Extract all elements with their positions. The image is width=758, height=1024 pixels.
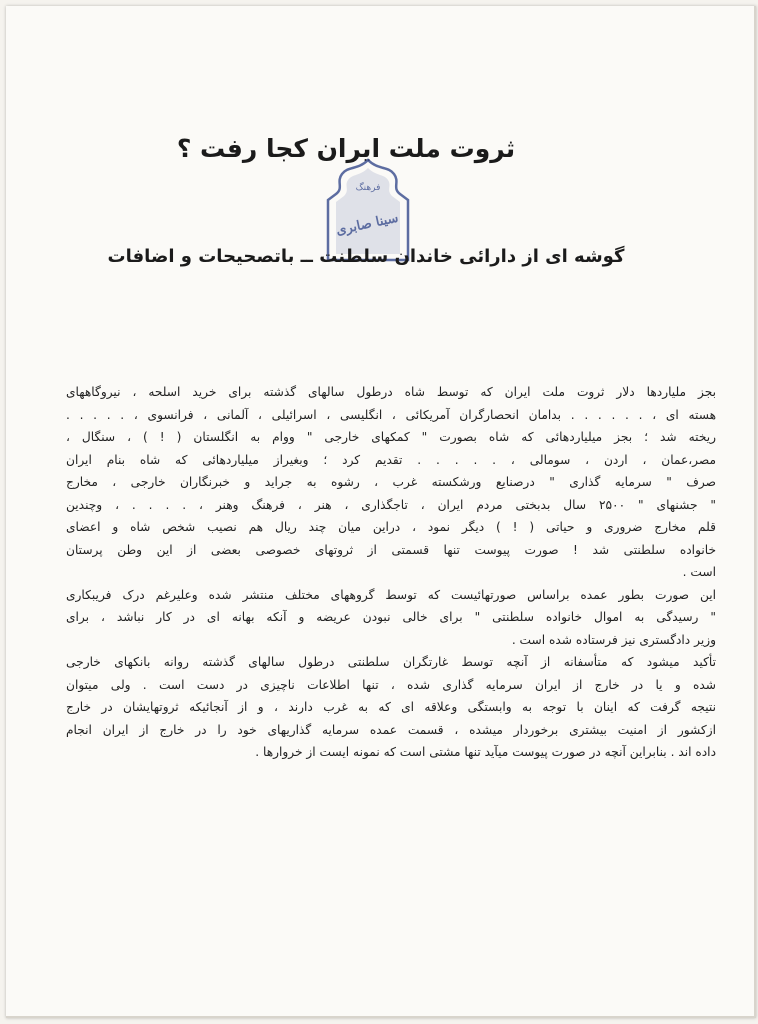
body-line: ازکشور از امنیت بیشتری برخوردار میشده ، قسمت عمده سرمایه گذاریهای خود را در خارج از ایران انجام (66, 722, 716, 737)
stamp-main-text: سینا صابری (334, 210, 400, 239)
body-line: داده اند . بنابراین آنچه در صورت پیوست میآید تنها مشتی است که نمونه ایست از خروارها . (255, 745, 716, 759)
document-subtitle: گوشه ای از دارائی خاندان سلطنت ــ باتصحیحات و اضافات (107, 246, 625, 267)
body-line: بجز ملیاردها دلار ثروت ملت ایران که توسط شاه درطول سالهای گذشته برای خرید اسلحه ، نیروگاههای (66, 385, 716, 399)
body-line: تأکید میشود که متأسفانه از آنچه توسط غارتگران سلطنتی درطول سالهای گذشته روانه بانکهای خارجی (66, 655, 716, 669)
body-line: است . (682, 565, 716, 579)
document-page (6, 6, 756, 1018)
body-line: قلم مخارج ضروری و حیاتی ( ! ) دیگر نمود ، دراین میان چند ریال هم نصیب شخص شاه و اعضای (66, 520, 716, 534)
stamp-top-text: فرهنگ (355, 183, 381, 193)
body-paragraphs (66, 381, 716, 764)
document-title: ثروت ملت ایران کجا رفت ؟ (176, 134, 516, 163)
body-line: این صورت بطور عمده براساس صورتهائیست که توسط گروههای مختلف منتشر شده وعلیرغم درک فریبکاری (66, 587, 716, 602)
body-line: هسته ای ، . . . . . . بدامان انحصارگران آمریکائی ، انگلیسی ، اسرائیلی ، آلمانی ، فرانسوی ، . . . . . (66, 407, 716, 422)
body-line: شده و یا در خارج از ایران سرمایه گذاری شده ، تنها اطلاعات ناچیزی در دست است . ولی میتوان (66, 677, 716, 692)
body-line: ریخته شد ؛ بجز میلیاردهائی که شاه بصورت " کمکهای خارجی " ووام به انگلستان ( ! ) ، سنگال ، (66, 430, 716, 444)
body-line: خانواده سلطنتی شد ! صورت پیوست تنها قسمتی از ثروتهای خصوصی بعضی از این وطن پرستان (66, 542, 716, 557)
body-line: وزیر دادگستری نیز فرستاده شده است . (511, 632, 716, 647)
body-line: " جشنهای " ۲۵۰۰ سال بدبختی مردم ایران ، تاجگذاری ، هنر ، فرهنگ وهنر ، . . . . ، وچندین (66, 497, 716, 512)
body-line: نتیجه گرفت که اینان با توجه به وابستگی وعلاقه ای که به غرب دارند ، و از آنجائیکه ثروتهایشان در خارج (66, 700, 716, 714)
body-line: مصر،عمان ، اردن ، سومالی ، . . . . . تقدیم کرد ؛ وبغیراز میلیاردهائی که شاه بنام ایران (66, 452, 716, 467)
body-line: صرف " سرمایه گذاری " درصنایع ورشکسته غرب ، رشوه به جراید و خبرنگاران خارجی ، مخارج (66, 475, 716, 489)
body-line: " رسیدگی به اموال خانواده سلطنتی " برای خالی نبودن عریضه و آنکه بهانه ای در کار نباشد ، برای (66, 610, 716, 624)
